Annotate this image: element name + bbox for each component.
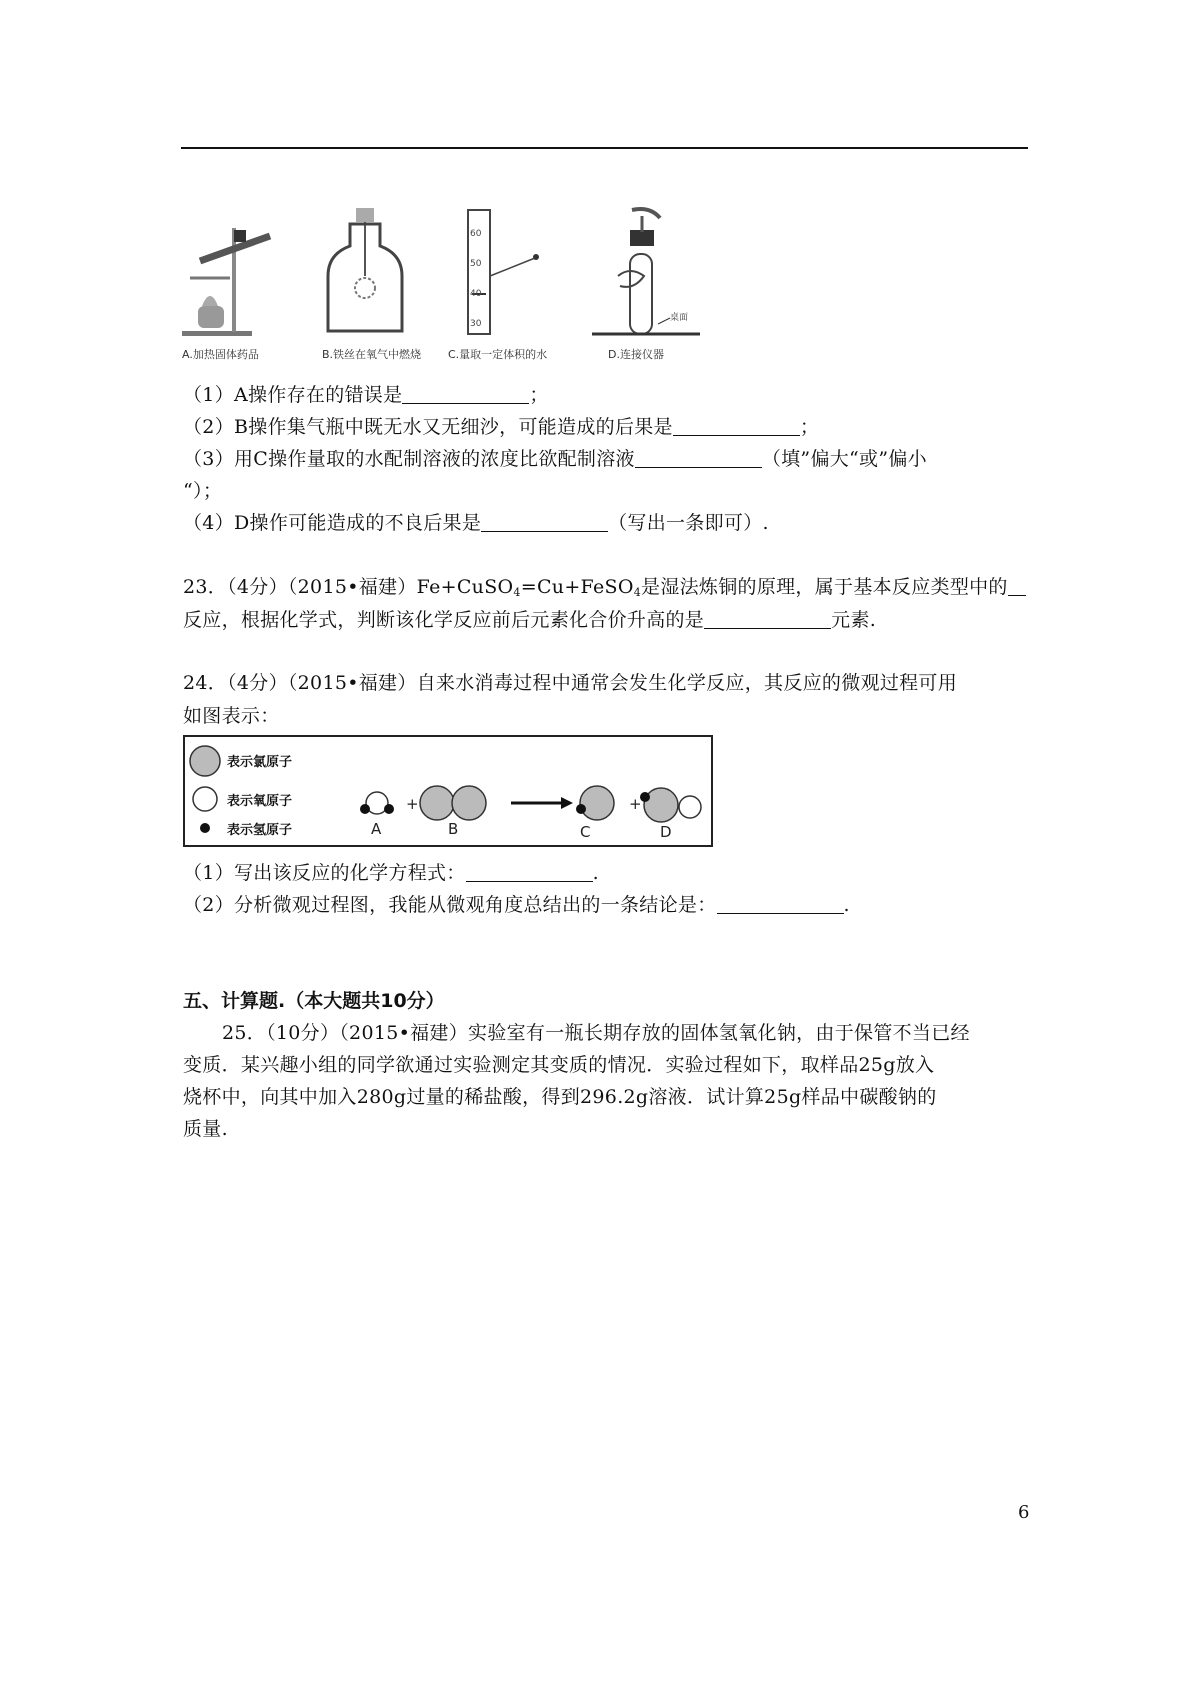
q25-line2: 变质．某兴趣小组的同学欲通过实验测定其变质的情况．实验过程如下，取样品25g放入 bbox=[183, 1054, 935, 1076]
q22-part4-text: （4）D操作可能造成的不良后果是 bbox=[183, 512, 482, 534]
q23-text: 反应，根据化学式，判断该化学反应前后元素化合价升高的是 bbox=[183, 609, 705, 631]
q22-part1 bbox=[183, 380, 549, 407]
q24-part1 bbox=[183, 858, 599, 885]
plus-sign: + bbox=[406, 795, 419, 813]
cylinder-tick: 30 bbox=[470, 319, 482, 329]
q22-part3-hint-end: “）； bbox=[183, 480, 223, 502]
q24-part2-text: （2）分析微观过程图，我能从微观角度总结出的一条结论是： bbox=[183, 894, 717, 916]
hydrogen-atom-icon bbox=[200, 823, 210, 833]
subscript: 4 bbox=[513, 586, 521, 599]
figure-b-caption: B.铁丝在氧气中燃烧 bbox=[322, 348, 422, 361]
figure-c-measuring-cylinder bbox=[450, 206, 550, 341]
q24-line1: 24．（4分）（2015•福建）自来水消毒过程中通常会发生化学反应，其反应的微观过程可用 bbox=[183, 672, 958, 694]
table-label: 桌面 bbox=[670, 313, 689, 323]
answer-blank[interactable] bbox=[481, 513, 608, 532]
q24-line2: 如图表示： bbox=[183, 705, 280, 727]
figure-a-caption: A.加热固体药品 bbox=[182, 348, 259, 361]
reaction-micro-diagram bbox=[183, 735, 713, 847]
q24-part1-text: （1）写出该反应的化学方程式： bbox=[183, 862, 466, 884]
q23-line1 bbox=[183, 572, 1026, 599]
legend-chlorine: 表示氯原子 bbox=[227, 755, 293, 770]
q22-part3-cont bbox=[183, 476, 222, 503]
cylinder-tick: 60 bbox=[470, 229, 482, 239]
q25-line1: 25．（10分）（2015•福建）实验室有一瓶长期存放的固体氢氧化钠，由于保管不当已经 bbox=[222, 1022, 970, 1044]
cylinder-tick: 50 bbox=[470, 259, 482, 269]
legend-hydrogen: 表示氢原子 bbox=[227, 823, 293, 838]
legend-oxygen: 表示氧原子 bbox=[227, 794, 293, 809]
molecule-label: C bbox=[580, 823, 591, 841]
q22-part4 bbox=[183, 508, 769, 535]
q22-part3-hint: （填”偏大“或”偏小 bbox=[761, 448, 927, 470]
chlorine-atom-icon bbox=[190, 746, 220, 776]
answer-blank[interactable] bbox=[1008, 577, 1026, 596]
q24-part2-end: . bbox=[843, 894, 850, 916]
answer-blank[interactable] bbox=[673, 417, 800, 436]
q22-part2 bbox=[183, 412, 819, 439]
answer-blank[interactable] bbox=[704, 610, 831, 629]
q22-part2-text: （2）B操作集气瓶中既无水又无细沙，可能造成的后果是 bbox=[183, 416, 673, 438]
q23-text: 是湿法炼铜的原理，属于基本反应类型中的 bbox=[641, 576, 1008, 598]
q22-part2-end: ； bbox=[799, 416, 820, 438]
page-number: 6 bbox=[1018, 1502, 1030, 1523]
figure-d-connecting-apparatus bbox=[590, 206, 710, 341]
q23-text: =Cu+FeSO bbox=[520, 576, 634, 598]
q22-part4-end: （写出一条即可）. bbox=[608, 512, 769, 534]
header-rule bbox=[181, 147, 1028, 149]
q24-part1-end: . bbox=[592, 862, 599, 884]
lab-operations-figures bbox=[180, 206, 740, 366]
cylinder-tick: 40 bbox=[470, 289, 482, 299]
figure-c-caption: C.量取一定体积的水 bbox=[448, 348, 548, 361]
subscript: 4 bbox=[633, 586, 642, 599]
figure-a-heating-solid bbox=[180, 206, 280, 341]
q22-part1-end: ； bbox=[529, 384, 549, 406]
answer-blank[interactable] bbox=[717, 895, 844, 914]
q22-part3-text: （3）用C操作量取的水配制溶液的浓度比欲配制溶液 bbox=[183, 448, 635, 470]
q25-line3: 烧杯中，向其中加入280g过量的稀盐酸，得到296.2g溶液．试计算25g样品中碳酸钠的 bbox=[183, 1086, 937, 1108]
q24-part2 bbox=[183, 890, 850, 917]
q23-line2 bbox=[183, 605, 876, 632]
answer-blank[interactable] bbox=[466, 863, 593, 882]
q25-line4: 质量. bbox=[183, 1118, 228, 1140]
q23-text: 23．（4分）（2015•福建）Fe+CuSO bbox=[183, 576, 514, 598]
answer-blank[interactable] bbox=[402, 385, 529, 404]
q22-part1-text: （1）A操作存在的错误是 bbox=[183, 384, 403, 406]
q23-text: 元素. bbox=[831, 609, 877, 631]
section-title: 五、计算题.（本大题共10分） bbox=[183, 990, 445, 1012]
oxygen-atom-icon bbox=[193, 787, 217, 811]
molecule-label: A bbox=[371, 820, 382, 838]
q22-part3 bbox=[183, 444, 927, 471]
figure-d-caption: D.连接仪器 bbox=[608, 348, 664, 361]
answer-blank[interactable] bbox=[635, 449, 762, 468]
molecule-label: B bbox=[448, 820, 459, 838]
plus-sign: + bbox=[629, 795, 642, 813]
figure-b-iron-burning bbox=[320, 206, 410, 341]
molecule-label: D bbox=[660, 823, 672, 841]
